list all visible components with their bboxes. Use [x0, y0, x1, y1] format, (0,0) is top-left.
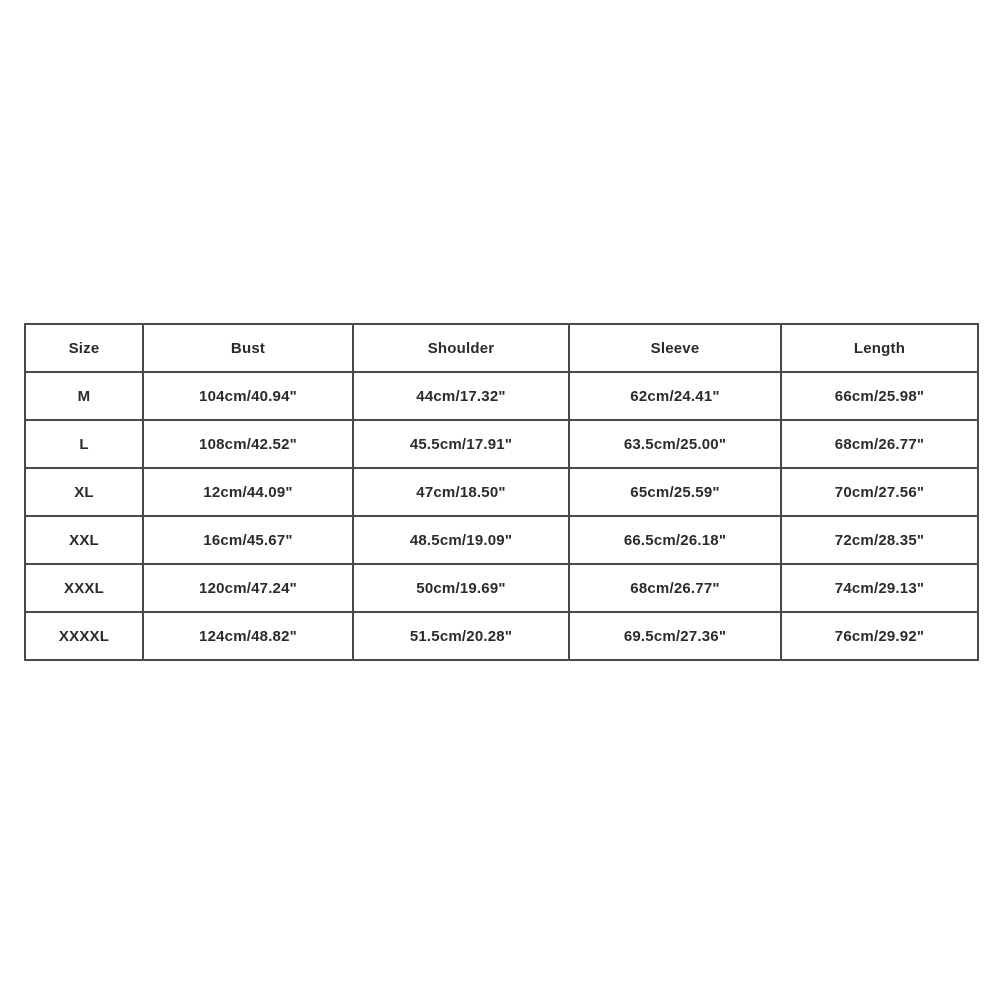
header-cell-shoulder: Shoulder: [353, 324, 569, 372]
cell-sleeve: 69.5cm/27.36": [569, 612, 781, 660]
cell-bust: 16cm/45.67": [143, 516, 353, 564]
cell-shoulder: 44cm/17.32": [353, 372, 569, 420]
cell-length: 70cm/27.56": [781, 468, 978, 516]
cell-sleeve: 66.5cm/26.18": [569, 516, 781, 564]
cell-shoulder: 48.5cm/19.09": [353, 516, 569, 564]
cell-shoulder: 51.5cm/20.28": [353, 612, 569, 660]
cell-length: 66cm/25.98": [781, 372, 978, 420]
cell-size: XXXXL: [25, 612, 143, 660]
header-row: [25, 324, 978, 372]
table-row: [25, 564, 978, 612]
cell-length: 74cm/29.13": [781, 564, 978, 612]
cell-shoulder: 45.5cm/17.91": [353, 420, 569, 468]
header-cell-bust: Bust: [143, 324, 353, 372]
cell-shoulder: 47cm/18.50": [353, 468, 569, 516]
cell-length: 72cm/28.35": [781, 516, 978, 564]
cell-sleeve: 63.5cm/25.00": [569, 420, 781, 468]
cell-sleeve: 62cm/24.41": [569, 372, 781, 420]
size-chart-body: [25, 372, 978, 660]
cell-sleeve: 65cm/25.59": [569, 468, 781, 516]
cell-shoulder: 50cm/19.69": [353, 564, 569, 612]
header-cell-sleeve: Sleeve: [569, 324, 781, 372]
cell-bust: 120cm/47.24": [143, 564, 353, 612]
table-row: [25, 372, 978, 420]
cell-length: 76cm/29.92": [781, 612, 978, 660]
cell-bust: 12cm/44.09": [143, 468, 353, 516]
table-row: [25, 516, 978, 564]
cell-sleeve: 68cm/26.77": [569, 564, 781, 612]
cell-size: XXXL: [25, 564, 143, 612]
cell-bust: 108cm/42.52": [143, 420, 353, 468]
header-cell-length: Length: [781, 324, 978, 372]
size-chart-header: [25, 324, 978, 372]
header-cell-size: Size: [25, 324, 143, 372]
cell-size: L: [25, 420, 143, 468]
size-chart-table: [24, 323, 979, 661]
cell-bust: 104cm/40.94": [143, 372, 353, 420]
cell-size: XL: [25, 468, 143, 516]
cell-size: M: [25, 372, 143, 420]
cell-bust: 124cm/48.82": [143, 612, 353, 660]
table-row: [25, 612, 978, 660]
table-row: [25, 468, 978, 516]
table-row: [25, 420, 978, 468]
cell-size: XXL: [25, 516, 143, 564]
cell-length: 68cm/26.77": [781, 420, 978, 468]
